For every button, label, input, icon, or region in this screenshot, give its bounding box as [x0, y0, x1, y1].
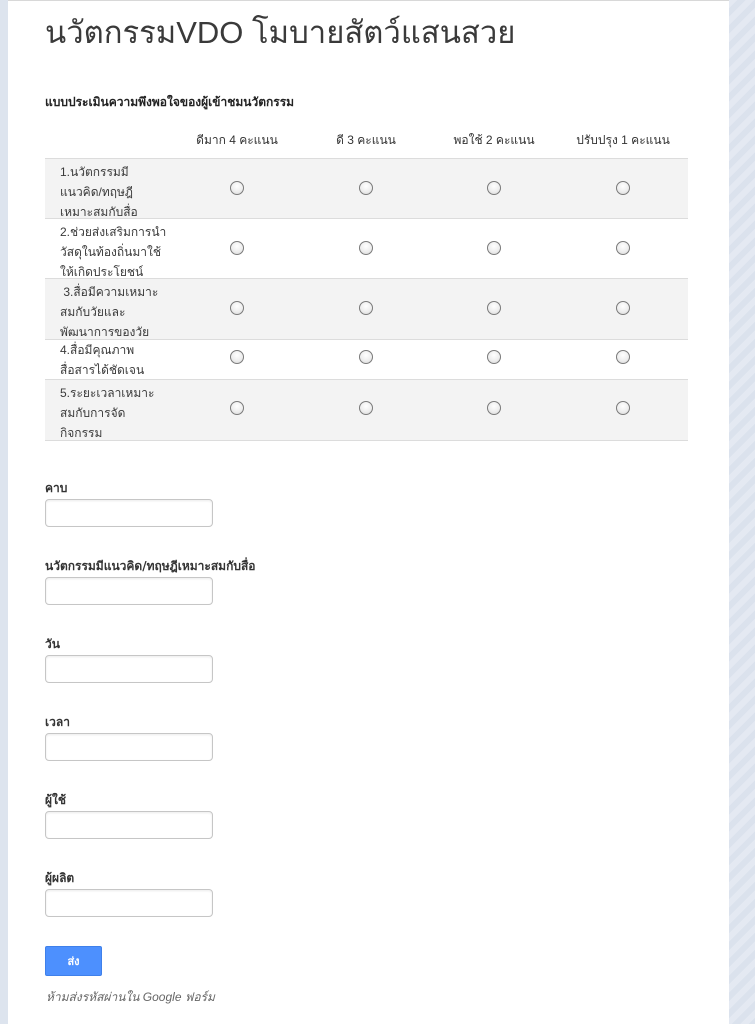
field-producer-label: ผู้ผลิต — [45, 871, 75, 885]
page-background-right — [729, 0, 755, 1024]
row-label-line: สมกับการจัด — [60, 406, 126, 420]
column-header-fair: พอใช้ 2 คะแนน — [453, 133, 535, 147]
field-user-label: ผู้ใช้ — [45, 793, 67, 807]
row-label-line: 5.ระยะเวลาเหมาะ — [60, 386, 155, 400]
field-day-label: วัน — [45, 637, 60, 651]
producer-input[interactable] — [45, 889, 213, 917]
radio-row4-good[interactable] — [359, 350, 373, 364]
column-header-good: ดี 3 คะแนน — [336, 133, 396, 147]
grid-row-label — [60, 282, 185, 342]
grid-row-3 — [45, 279, 688, 340]
submit-button[interactable]: ส่ง — [45, 946, 102, 976]
row-label-line: ให้เกิดประโยชน์ — [60, 265, 144, 279]
row-label-line: 2.ช่วยส่งเสริมการนำ — [60, 225, 167, 239]
radio-row1-improve[interactable] — [616, 181, 630, 195]
field-user — [45, 790, 213, 839]
radio-row2-improve[interactable] — [616, 241, 630, 255]
radio-row2-fair[interactable] — [487, 241, 501, 255]
field-period-label: คาบ — [45, 481, 68, 495]
radio-row3-very-good[interactable] — [230, 301, 244, 315]
grid-row-1 — [45, 158, 688, 219]
user-input[interactable] — [45, 811, 213, 839]
radio-row4-improve[interactable] — [616, 350, 630, 364]
day-input[interactable] — [45, 655, 213, 683]
field-concept-label: นวัตกรรมมีแนวคิด/ทฤษฎีเหมาะสมกับสื่อ — [45, 559, 256, 573]
column-header-improve: ปรับปรุง 1 คะแนน — [576, 133, 670, 147]
field-concept — [45, 556, 256, 605]
field-period — [45, 478, 213, 527]
form-card — [8, 0, 729, 1024]
grid-row-label — [60, 340, 185, 380]
field-day — [45, 634, 213, 683]
radio-row5-improve[interactable] — [616, 401, 630, 415]
rating-grid — [45, 125, 688, 441]
radio-row5-very-good[interactable] — [230, 401, 244, 415]
radio-row5-fair[interactable] — [487, 401, 501, 415]
radio-row2-very-good[interactable] — [230, 241, 244, 255]
row-label-line: วัสดุในท้องถิ่นมาใช้ — [60, 245, 162, 259]
grid-row-label — [60, 222, 185, 282]
concept-input[interactable] — [45, 577, 213, 605]
radio-row1-good[interactable] — [359, 181, 373, 195]
row-label-line: 3.สื่อมีความเหมาะ — [60, 285, 159, 299]
radio-row3-improve[interactable] — [616, 301, 630, 315]
radio-row5-good[interactable] — [359, 401, 373, 415]
field-producer — [45, 868, 213, 917]
password-warning: ห้ามส่งรหัสผ่านใน Google ฟอร์ม — [46, 990, 215, 1004]
grid-row-label — [60, 162, 185, 222]
grid-row-4 — [45, 340, 688, 380]
row-label-line: 1.นวัตกรรมมี — [60, 165, 129, 179]
row-label-line: พัฒนาการของวัย — [60, 325, 150, 339]
radio-row1-very-good[interactable] — [230, 181, 244, 195]
page-background-left — [0, 0, 8, 1024]
grid-row-5 — [45, 380, 688, 441]
grid-question-label: แบบประเมินความพึงพอใจของผู้เข้าชมนวัตกรรม — [45, 95, 295, 109]
row-label-line: สื่อสารได้ชัดเจน — [60, 363, 145, 377]
grid-header — [45, 125, 688, 158]
row-label-line: สมกับวัยและ — [60, 305, 126, 319]
time-input[interactable] — [45, 733, 213, 761]
field-time — [45, 712, 213, 761]
radio-row3-fair[interactable] — [487, 301, 501, 315]
field-time-label: เวลา — [45, 715, 70, 729]
row-label-line: กิจกรรม — [60, 426, 103, 440]
radio-row1-fair[interactable] — [487, 181, 501, 195]
row-label-line: เหมาะสมกับสื่อ — [60, 205, 138, 219]
radio-row3-good[interactable] — [359, 301, 373, 315]
grid-row-2 — [45, 219, 688, 279]
column-header-very-good: ดีมาก 4 คะแนน — [196, 133, 278, 147]
radio-row4-very-good[interactable] — [230, 350, 244, 364]
row-label-line: แนวคิด/ทฤษฎี — [60, 185, 133, 199]
grid-row-label — [60, 383, 185, 443]
radio-row4-fair[interactable] — [487, 350, 501, 364]
period-input[interactable] — [45, 499, 213, 527]
form-title: นวัตกรรมVDO โมบายสัตว์แสนสวย — [45, 15, 516, 50]
radio-row2-good[interactable] — [359, 241, 373, 255]
row-label-line: 4.สื่อมีคุณภาพ — [60, 343, 135, 357]
